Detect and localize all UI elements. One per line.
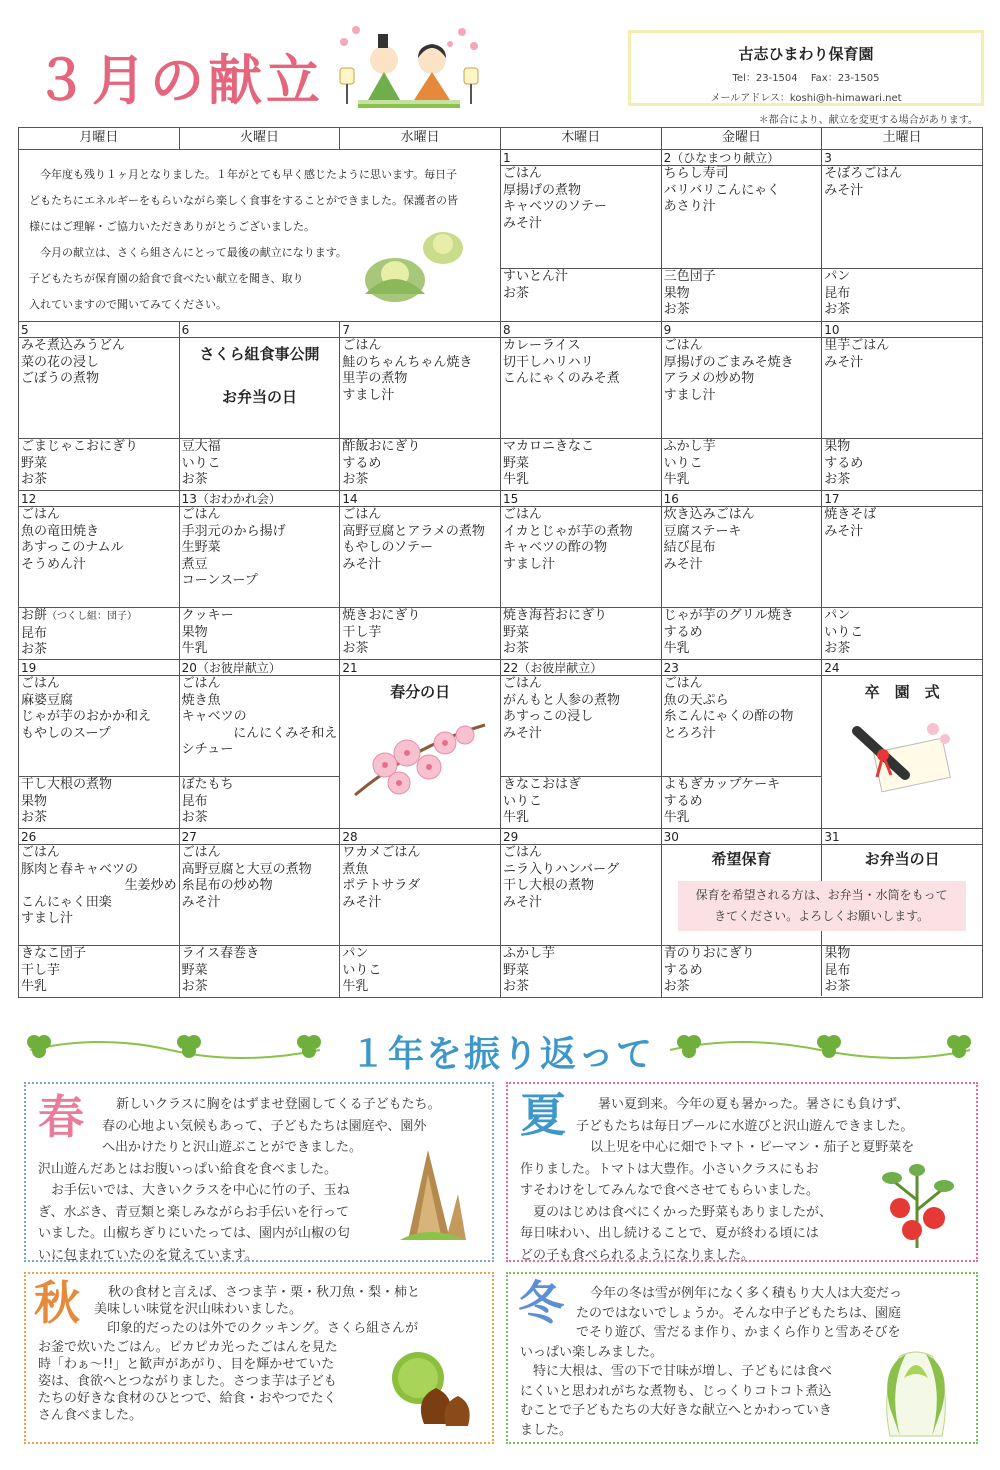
menu-item: ごぼうの煮物 <box>21 371 100 386</box>
snack-item: するめ <box>663 793 703 809</box>
snack-item: いりこ <box>342 962 382 978</box>
snack-item: 果物 <box>663 285 690 301</box>
snack-item: いりこ <box>663 455 703 471</box>
spring-line: 新しいクラスに胸をはずませ登園してくる子どもたち。 <box>116 1097 441 1112</box>
snack-item: ライス春巻き <box>181 946 260 961</box>
intro-line: 今月の献立は、さくら組さんにとって最後の献立になります。 <box>29 246 347 259</box>
menu-item: 里芋ごはん <box>824 338 890 353</box>
snack-item: 牛乳 <box>21 979 48 994</box>
menu-item: 手羽元のから揚げ <box>181 523 286 539</box>
day-number: 3 <box>822 150 982 166</box>
nursery-email: メールアドレス：koshi@h-himawari.net <box>710 93 902 104</box>
summer-line: 毎日味わい、出し続けることで、夏が終わる頃には <box>520 1226 819 1241</box>
snack-item: するめ <box>824 455 864 471</box>
day-number: 24 <box>822 660 982 676</box>
snack-item: 干し芋 <box>21 962 61 978</box>
day-number: 1 <box>501 150 661 166</box>
autumn-line: さん食べました。 <box>38 1408 143 1423</box>
clover-vine-left-icon <box>20 1024 330 1070</box>
snack-item: 野菜 <box>502 624 529 640</box>
snack-item: 果物 <box>824 946 851 961</box>
menu-item: ちらし寿司 <box>663 166 729 181</box>
menu-item: ごはん <box>502 507 542 522</box>
menu-item: 結び昆布 <box>663 540 716 555</box>
tomato-plant-illustration <box>872 1160 962 1250</box>
menu-item: みそ汁 <box>502 215 542 231</box>
snack-item: 牛乳 <box>342 979 369 994</box>
menu-item: 焼きそば <box>824 507 877 522</box>
day-cell <box>179 322 340 491</box>
winter-line: 今年の冬は雪が例年になく多く積もり大人は大変だっ <box>590 1286 903 1301</box>
menu-item: あさり汁 <box>663 199 716 214</box>
intro-line: 様にはご理解・ご協力いただきありがとうございました。 <box>29 220 315 233</box>
menu-item: シチュー <box>181 742 234 757</box>
day-number: 2（ひなまつり献立） <box>662 150 822 166</box>
day-number: 8 <box>501 322 661 338</box>
day-cell <box>822 491 983 660</box>
winter-line: でそり遊び、雪だるま作り、かまくら作りと雪あそびを <box>576 1325 901 1340</box>
snack-item: 野菜 <box>21 455 48 471</box>
snack-item: お茶 <box>342 641 369 656</box>
menu-item: みそ汁 <box>342 894 382 910</box>
snack-item: ぼたもち <box>181 777 234 792</box>
snack-item: 昆布 <box>824 285 851 301</box>
day-number: 26 <box>19 829 179 845</box>
snack-item: 昆布 <box>824 962 851 978</box>
menu-calendar <box>18 127 983 998</box>
menu-item: ワカメごはん <box>342 845 421 860</box>
snack-item: 青のりおにぎり <box>663 946 755 961</box>
intro-message <box>19 150 501 322</box>
snack-item: お茶 <box>502 641 529 656</box>
autumn-box <box>24 1272 494 1444</box>
snack-item: お茶 <box>824 979 851 994</box>
nursery-info-box <box>628 30 984 106</box>
menu-item: 焼き魚 <box>181 692 221 708</box>
event-caption: 卒 園 式 <box>864 683 940 701</box>
menu-item: 生野菜 <box>181 540 221 555</box>
menu-item: 高野豆腐とアラメの煮物 <box>342 523 485 539</box>
summer-char: 夏 <box>520 1088 566 1142</box>
day-cell <box>500 660 661 829</box>
note-line: きてください。よろしくお願いします。 <box>714 909 930 923</box>
day-number: 10 <box>822 322 982 338</box>
snack-item: 牛乳 <box>181 641 208 656</box>
winter-char: 冬 <box>518 1276 564 1330</box>
menu-item: ごはん <box>181 845 221 860</box>
snack-item: 干し芋 <box>342 624 382 640</box>
day-number: 6 <box>180 322 340 338</box>
intro-line: どもたちにエネルギーをもらいながら楽しく食事をすることができました。保護者の皆 <box>29 194 458 207</box>
day-cell <box>822 660 983 829</box>
event-caption: 希望保育 <box>662 845 823 945</box>
menu-item: キャベツの <box>181 709 247 724</box>
cherry-blossom-illustration <box>345 705 495 805</box>
menu-item: カレーライス <box>502 338 581 353</box>
menu-item: こんにゃくのみそ煮 <box>502 371 620 386</box>
snack-item: 果物 <box>21 793 48 809</box>
day-number: 17 <box>822 491 982 507</box>
menu-item: みそ汁 <box>824 523 864 539</box>
snack-item: じゃが芋のグリル焼き <box>663 608 794 623</box>
snack-item: 三色団子 <box>663 269 716 284</box>
day-number: 28 <box>340 829 500 845</box>
snack-item: 干し大根の煮物 <box>21 777 113 792</box>
menu-item: ごはん <box>502 845 542 860</box>
summer-box <box>506 1082 978 1262</box>
day-number: 22（お彼岸献立） <box>501 660 661 676</box>
menu-item: そうめん汁 <box>21 556 87 572</box>
day-number: 15 <box>501 491 661 507</box>
snack-item: パン <box>824 608 851 623</box>
spring-line: 春の心地よい気候もあって、子どもたちは園庭や、園外 <box>102 1118 427 1134</box>
intro-line: 子どもたちが保育園の給食で食べたい献立を聞き、取り <box>29 272 304 285</box>
clover-vine-right-icon <box>660 1024 980 1070</box>
day-number: 27 <box>180 829 340 845</box>
snack-item: きなこおはぎ <box>502 777 581 792</box>
weekday-header: 金曜日 <box>661 128 822 150</box>
menu-item: とろろ汁 <box>663 725 716 741</box>
nursery-phone: Tel：23-1504 Fax：23-1505 <box>732 73 880 84</box>
autumn-line: 秋の食材と言えば、さつま芋・栗・秋刀魚・梨・柿と <box>108 1285 421 1300</box>
day-cell <box>340 660 501 829</box>
day-cell <box>19 660 180 829</box>
day-number: 16 <box>662 491 822 507</box>
snack-item: 焼きおにぎり <box>342 608 421 623</box>
menu-item: ごはん <box>21 845 61 860</box>
snack-item: お茶 <box>181 979 208 994</box>
menu-item: 豚肉と春キャベツの <box>21 861 139 877</box>
snack-item: お茶 <box>824 302 851 317</box>
day-cell <box>661 150 822 322</box>
snack-item: お茶 <box>824 472 851 487</box>
autumn-line: 印象的だったのは外でのクッキング。さくら組さんが <box>94 1321 419 1336</box>
page-title: ３月の献立 <box>34 49 324 112</box>
day-cell <box>179 829 340 998</box>
summer-line: 子どもたちは毎日プールに水遊びと沢山遊んできました。 <box>576 1118 914 1134</box>
snack-item: いりこ <box>181 455 221 471</box>
hope-care-note <box>678 881 966 931</box>
menu-item: もやしのソテー <box>342 540 434 555</box>
summer-line: 夏のはじめは食べにくかった野菜もありましたが、 <box>520 1204 833 1220</box>
diploma-illustration <box>847 715 957 795</box>
hina-dolls-illustration <box>334 20 484 112</box>
spring-line: へ出かけたりと沢山遊ぶことができました。 <box>102 1140 363 1155</box>
day-cell <box>19 829 180 998</box>
menu-item: 糸こんにゃくの酢の物 <box>663 709 794 724</box>
spring-line: いました。山椒ちぎりにいたっては、園内が山椒の匂 <box>38 1226 351 1241</box>
menu-item: すまし汁 <box>342 387 395 403</box>
day-cell <box>179 491 340 660</box>
event-caption: お弁当の日 <box>864 850 940 868</box>
change-notice: ＊都合により、献立を変更する場合があります。 <box>758 115 978 126</box>
day-cell <box>340 829 501 998</box>
menu-item: 魚の天ぷら <box>663 692 729 708</box>
day-cell <box>340 322 501 491</box>
menu-item: ごはん <box>342 338 382 353</box>
snack-item: 果物 <box>181 624 208 640</box>
snack-item: お茶 <box>21 472 48 487</box>
menu-item: コーンスープ <box>181 573 258 588</box>
review-banner <box>20 1024 980 1075</box>
menu-item: バリバリこんにゃく <box>663 182 780 198</box>
winter-line: たのではないでしょうか。そんな中子どもたちは、園庭 <box>576 1305 902 1321</box>
day-cell <box>661 322 822 491</box>
summer-line: すそわけをしてみんなで食べさせてもらいました。 <box>520 1183 820 1198</box>
summer-line: どの子も食べられるようになりました。 <box>520 1247 755 1263</box>
menu-item: そぼろごはん <box>824 166 903 181</box>
spring-char: 春 <box>38 1090 84 1144</box>
day-cell <box>822 150 983 322</box>
spring-line: いに包まれていたのを覚えています。 <box>38 1247 258 1263</box>
snack-item <box>21 608 179 626</box>
day-number: 14 <box>340 491 500 507</box>
snack-item: するめ <box>342 455 382 471</box>
menu-item: ごはん <box>21 507 61 522</box>
menu-item: ごはん <box>502 166 542 181</box>
day-cell <box>19 491 180 660</box>
day-cell <box>500 829 661 998</box>
menu-item: 麻婆豆腐 <box>21 692 74 708</box>
day-cell <box>500 150 661 322</box>
day-cell <box>500 322 661 491</box>
weekday-header: 土曜日 <box>822 128 983 150</box>
spring-line: 沢山遊んだあとはお腹いっぱい給食を食べました。 <box>38 1161 338 1177</box>
bamboo-shoot-illustration <box>398 1144 468 1244</box>
snack-item: 牛乳 <box>502 472 529 487</box>
intro-line: 今年度も残り１ヶ月となりました。１年がとても早く感じたように思います。毎日子 <box>29 168 458 181</box>
menu-item: 糸昆布の炒め物 <box>181 878 273 893</box>
snack-item: お茶 <box>21 642 48 657</box>
autumn-line: お釜で炊いたごはん。ピカピカ光ったごはんを見た <box>38 1340 338 1355</box>
day-cell <box>340 491 501 660</box>
day-number: 23 <box>662 660 822 676</box>
summer-line: 暑い夏到来。今年の夏も暑かった。暑さにも負けず、 <box>598 1097 909 1112</box>
winter-line: いっぱい楽しみました。 <box>520 1344 664 1360</box>
snack-item: お茶 <box>824 641 851 656</box>
snack-item: 昆布 <box>21 625 48 641</box>
menu-item: 鮭のちゃんちゃん焼き <box>342 354 473 370</box>
autumn-line: 美味しい味覚を沢山味わいました。 <box>94 1302 303 1317</box>
snack-note: （つくし組：団子） <box>47 611 138 622</box>
menu-item: 魚の竜田焼き <box>21 523 100 539</box>
menu-item: みそ汁 <box>502 894 542 910</box>
snack-item: きなこ団子 <box>21 946 87 961</box>
menu-item: 里芋の煮物 <box>342 371 408 386</box>
snack-item: 牛乳 <box>663 641 690 656</box>
menu-item: みそ汁 <box>824 182 864 198</box>
menu-item: すまし汁 <box>21 911 74 926</box>
menu-item: 生姜炒め <box>124 878 177 893</box>
snack-item: お茶 <box>21 810 48 825</box>
event-caption: お弁当の日 <box>221 387 297 406</box>
day-number: 20（お彼岸献立） <box>180 660 340 676</box>
snack-item: 牛乳 <box>663 810 690 825</box>
winter-line: 特に大根は、雪の下で甘味が増し、子どもには食べ <box>520 1364 833 1379</box>
autumn-char: 秋 <box>34 1276 80 1330</box>
winter-line: ました。 <box>520 1422 573 1438</box>
snack-item: いりこ <box>824 624 864 640</box>
snack-item: 野菜 <box>502 962 529 978</box>
event-caption: さくら組食事公開 <box>199 345 320 363</box>
summer-line: 作りました。トマトは大豊作。小さいクラスにもお <box>520 1161 819 1177</box>
snack-item: ふかし芋 <box>663 439 716 454</box>
winter-box <box>506 1272 978 1444</box>
menu-item: 炊き込みごはん <box>663 507 755 522</box>
day-cell <box>661 660 822 829</box>
menu-item: ごはん <box>342 507 382 522</box>
snack-item: するめ <box>663 962 703 978</box>
menu-item: キャベツのソテー <box>502 199 607 214</box>
menu-item: がんもと人参の煮物 <box>502 692 620 708</box>
day-number: 30 <box>662 829 822 845</box>
snack-item: お茶 <box>502 285 529 301</box>
snack-item: お茶 <box>181 472 208 487</box>
snack-item: パン <box>824 269 851 284</box>
snack-item: お茶 <box>663 979 690 994</box>
day-number: 12 <box>19 491 179 507</box>
spring-box <box>24 1082 494 1262</box>
day-number: 7 <box>340 322 500 338</box>
weekday-header: 火曜日 <box>179 128 340 150</box>
menu-item: あすっこのナムル <box>21 540 124 555</box>
day-number: 13（おわかれ会） <box>180 491 340 507</box>
snack-item: 豆大福 <box>181 439 221 454</box>
day-number: 31 <box>822 829 982 845</box>
nursery-name: 古志ひまわり保育園 <box>738 45 874 63</box>
menu-item: ごはん <box>181 676 221 691</box>
menu-item: 煮豆 <box>181 556 208 572</box>
snack-item: マカロニきなこ <box>502 439 594 454</box>
snack-item: よもぎカップケーキ <box>663 777 781 792</box>
menu-item: あすっこの浸し <box>502 709 594 724</box>
snack-item: お茶 <box>663 302 690 317</box>
snack-item: パン <box>342 946 369 961</box>
menu-item: みそ汁 <box>824 354 864 370</box>
menu-item: 厚揚げの煮物 <box>502 182 581 198</box>
menu-item: 干し大根の煮物 <box>502 878 594 893</box>
day-cell <box>822 322 983 491</box>
weekday-header: 月曜日 <box>19 128 180 150</box>
day-number: 19 <box>19 660 179 676</box>
event-caption: 春分の日 <box>390 683 451 701</box>
snack-item: お茶 <box>342 472 369 487</box>
summer-line: 以上児を中心に畑でトマト・ピーマン・茄子と夏野菜を <box>590 1140 915 1155</box>
menu-item: じゃが芋のおかか和え <box>21 709 152 724</box>
day-number: 21 <box>340 660 500 676</box>
winter-line: にくいと思われがちな煮物も、じっくりコトコト煮込 <box>520 1383 832 1399</box>
winter-line: むことで子どもたちの大好きな献立へとかわっていき <box>520 1403 832 1418</box>
snack-item: いりこ <box>502 793 542 809</box>
day-number: 29 <box>501 829 661 845</box>
menu-item: 豆腐ステーキ <box>663 523 742 539</box>
menu-item: 菜の花の浸し <box>21 354 100 370</box>
snack-item: 野菜 <box>181 962 208 978</box>
menu-item: キャベツの酢の物 <box>502 540 607 555</box>
snack-item: すいとん汁 <box>502 269 568 284</box>
menu-item: 厚揚げのごまみそ焼き <box>663 354 794 370</box>
snack-item: 焼き海苔おにぎり <box>502 608 607 623</box>
autumn-line: 時「わぁ〜!!」と歓声があがり、目を輝かせていた <box>38 1357 335 1372</box>
day-cell <box>661 491 822 660</box>
snack-item: 果物 <box>824 439 851 454</box>
chestnut-illustration <box>384 1348 474 1428</box>
snack-item: 牛乳 <box>502 810 529 825</box>
snack-item: クッキー <box>181 608 234 623</box>
menu-item: ごはん <box>181 507 221 522</box>
snack-item: ふかし芋 <box>502 946 555 961</box>
day-number: 9 <box>662 322 822 338</box>
note-line: 保育を希望される方は、お弁当・水筒をもって <box>695 888 948 902</box>
menu-item: 高野豆腐と大豆の煮物 <box>181 861 312 877</box>
menu-item: アラメの炒め物 <box>663 371 755 386</box>
menu-item: ごはん <box>502 676 542 691</box>
day-cell <box>179 660 340 829</box>
spring-line: お手伝いでは、大きいクラスを中心に竹の子、玉ね <box>38 1183 350 1198</box>
menu-item: ごはん <box>663 338 703 353</box>
snack-item: 牛乳 <box>663 472 690 487</box>
menu-item: みそ煮込みうどん <box>21 338 126 353</box>
menu-item: もやしのスープ <box>21 725 111 741</box>
snack-item: するめ <box>663 624 703 640</box>
spring-line: ぎ、水ぶき、青豆類と楽しみながらお手伝いを行って <box>38 1204 349 1220</box>
menu-item: ごはん <box>21 676 61 691</box>
review-title: １年を振り返って <box>350 1034 655 1075</box>
day-cell <box>500 491 661 660</box>
autumn-line: 姿は、食欲へとつながりました。さつま芋は子ども <box>38 1374 337 1389</box>
weekday-header: 水曜日 <box>340 128 501 150</box>
menu-item: すまし汁 <box>663 387 716 403</box>
day-cell <box>19 322 180 491</box>
napa-cabbage-illustration <box>876 1348 956 1438</box>
menu-item: みそ汁 <box>502 725 542 741</box>
menu-item: みそ汁 <box>342 556 382 572</box>
snack-item: 昆布 <box>181 793 208 809</box>
menu-item: 煮魚 <box>342 861 369 877</box>
snack-item: 酢飯おにぎり <box>342 439 421 454</box>
menu-item: みそ汁 <box>181 894 221 910</box>
menu-item: ポテトサラダ <box>342 878 421 893</box>
menu-item: こんにゃく田楽 <box>21 894 112 910</box>
menu-item: 切干しハリハリ <box>502 354 594 370</box>
snack-item: お茶 <box>502 979 529 994</box>
autumn-line: たちの好きな食材のひとつで、給食・おやつでたく <box>38 1391 337 1406</box>
day-number: 5 <box>19 322 179 338</box>
weekday-header: 木曜日 <box>500 128 661 150</box>
intro-line: 入れていますので聞いてみてください。 <box>29 298 227 311</box>
snack-name: お餅 <box>21 608 48 623</box>
menu-item: にんにくみそ和え <box>233 725 338 741</box>
menu-item: ニラ入りハンバーグ <box>502 861 620 877</box>
menu-item: イカとじゃが芋の煮物 <box>502 523 633 539</box>
snack-item: お茶 <box>181 810 208 825</box>
menu-item: すまし汁 <box>502 556 555 572</box>
butterbur-sprout-illustration <box>355 224 485 310</box>
hope-care-cell <box>661 829 982 998</box>
snack-item: 野菜 <box>502 455 529 471</box>
menu-item: ごはん <box>663 676 703 691</box>
snack-item: ごまじゃこおにぎり <box>21 439 139 454</box>
menu-item: みそ汁 <box>663 556 703 572</box>
